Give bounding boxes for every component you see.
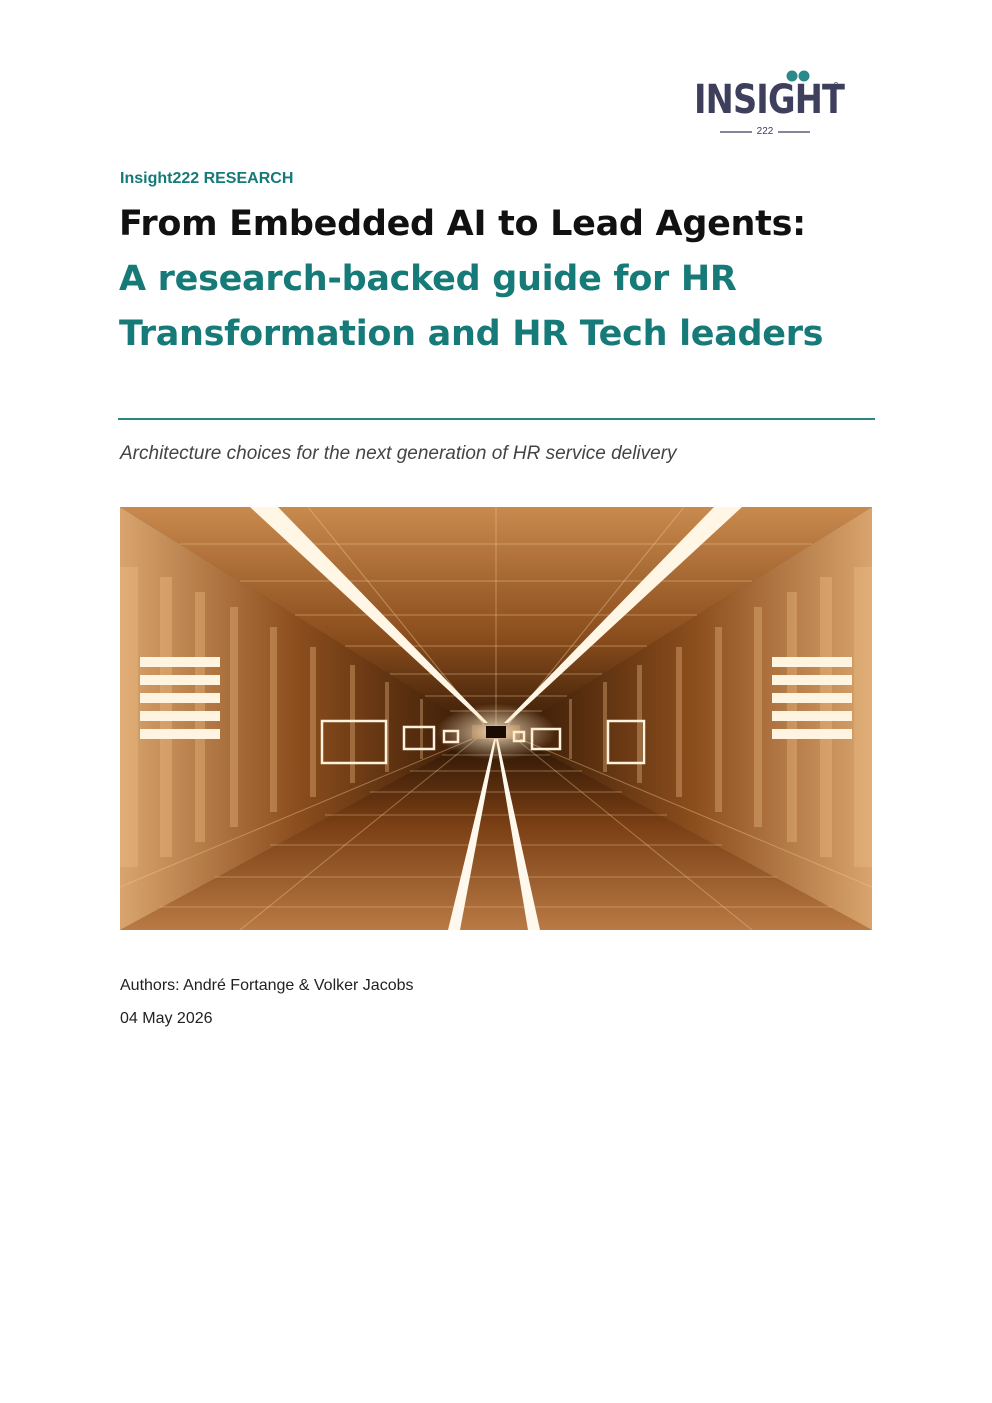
logo-wordmark: INSIGHT [694,77,845,123]
publication-date: 04 May 2026 [120,1010,213,1027]
authors-line: Authors: André Fortange & Volker Jacobs [120,977,414,994]
golden-corridor-image [120,507,872,930]
logo-number: 222 [756,126,774,137]
title-divider [118,418,875,420]
title-line-accent: A research-backed guide for HR Transformation and HR Tech leaders [119,259,824,354]
title-line-primary: From Embedded AI to Lead Agents: [119,204,806,244]
insight222-logo [690,68,845,140]
corridor-illustration-icon [120,507,872,930]
document-title [119,197,899,362]
research-label: Insight222 RESEARCH [120,170,294,187]
document-subtitle: Architecture choices for the next generation of HR service delivery [120,443,677,464]
